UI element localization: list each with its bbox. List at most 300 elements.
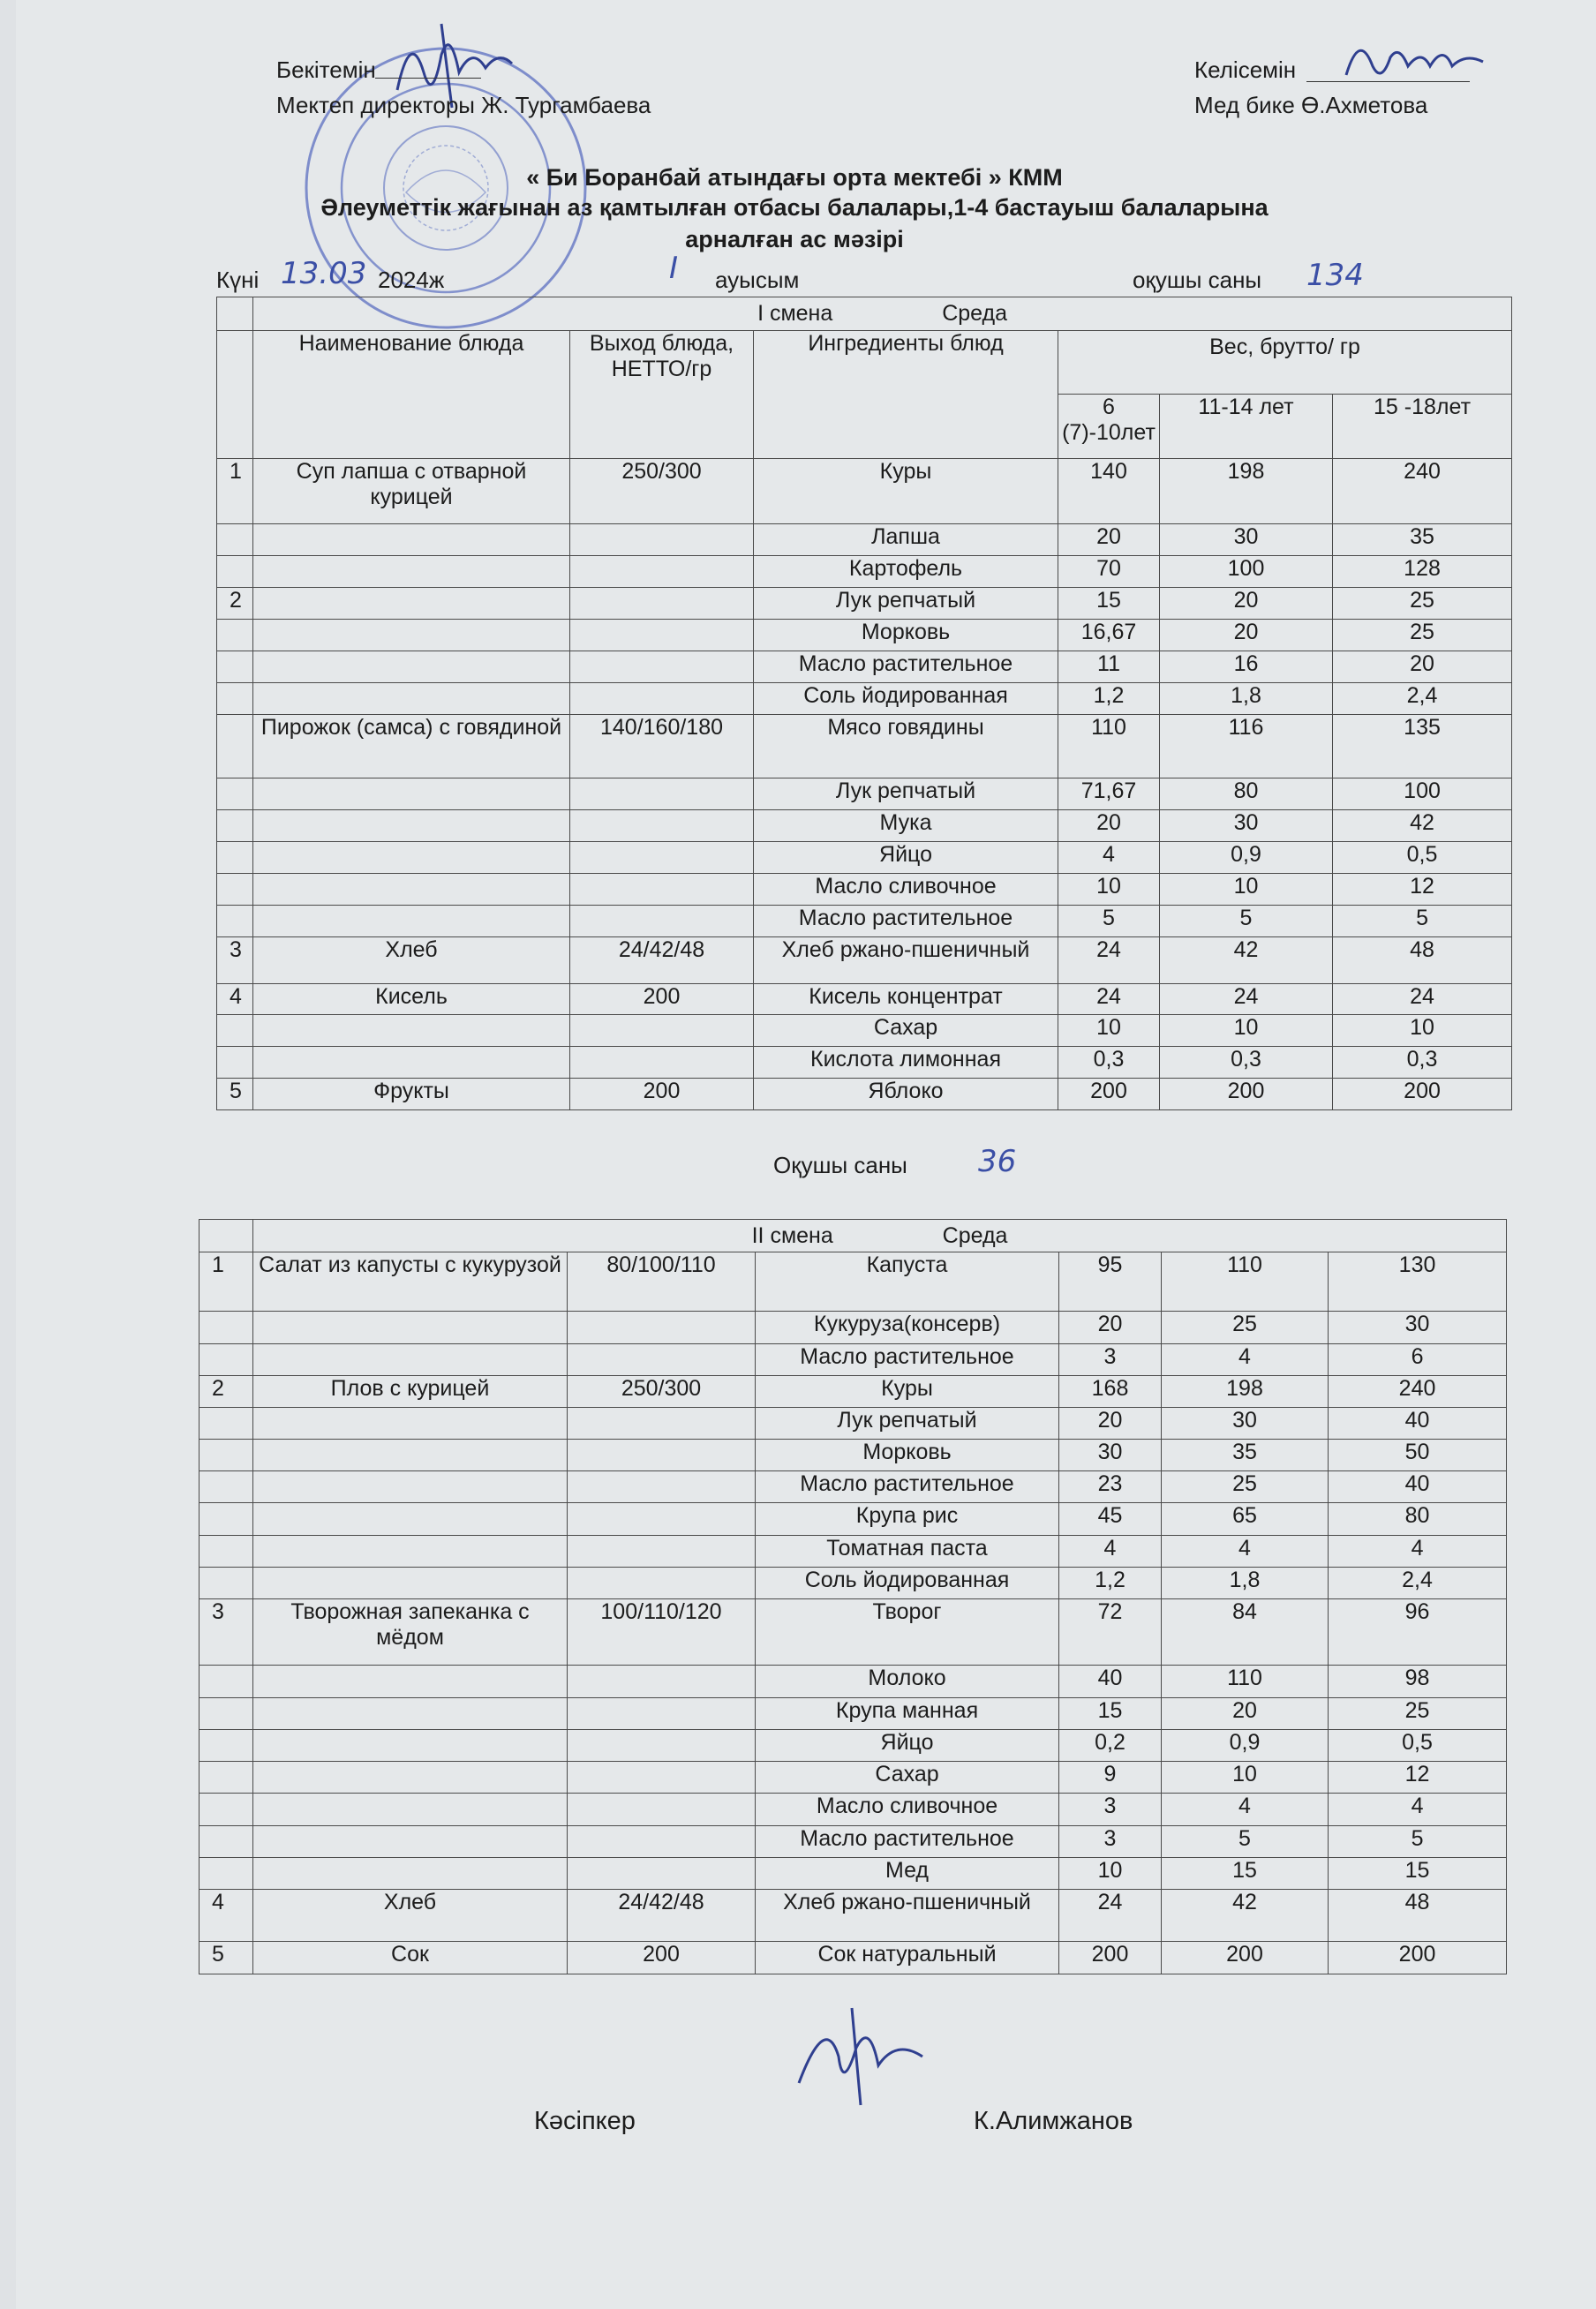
dish-name: Хлеб: [253, 937, 570, 984]
weight-age-6-10: 20: [1059, 1408, 1162, 1440]
ingredient-name: Сахар: [754, 1015, 1058, 1047]
weight-age-15-18: 2,4: [1333, 683, 1512, 715]
director-line: Мектеп директоры Ж. Тургамбаева: [276, 92, 651, 118]
weight-age-11-14: 5: [1160, 906, 1333, 937]
row-number: [217, 778, 253, 810]
row-number: [217, 874, 253, 906]
dish-name: Творожная запеканка с мёдом: [253, 1599, 568, 1666]
table1-header-corner: [217, 297, 253, 331]
ingredient-name: Масло растительное: [754, 651, 1058, 683]
weight-age-11-14: 24: [1160, 984, 1333, 1015]
table-row: [200, 1698, 1507, 1730]
ingredient-name: Морковь: [756, 1440, 1059, 1471]
nurse-line: Мед бике Ө.Ахметова: [1194, 92, 1428, 118]
students-value: 134: [1306, 258, 1364, 293]
row-number: [200, 1794, 253, 1826]
dish-output: [568, 1762, 756, 1794]
menu-table-shift2: [199, 1219, 1507, 1974]
weight-age-15-18: 240: [1333, 459, 1512, 524]
row-number: 2: [200, 1376, 253, 1408]
dish-output: 200: [568, 1942, 756, 1974]
ingredient-name: Капуста: [756, 1252, 1059, 1312]
table-row: [200, 1408, 1507, 1440]
ingredient-name: Масло растительное: [756, 1344, 1059, 1376]
ingredient-name: Масло сливочное: [754, 874, 1058, 906]
weight-age-6-10: 16,67: [1058, 620, 1160, 651]
row-number: 4: [217, 984, 253, 1015]
ingredient-name: Кисель концентрат: [754, 984, 1058, 1015]
col-age-1: 6 (7)-10лет: [1058, 395, 1160, 459]
row-number: [200, 1440, 253, 1471]
dish-output: [568, 1858, 756, 1890]
weight-age-15-18: 135: [1333, 715, 1512, 778]
weight-age-11-14: 30: [1160, 524, 1333, 556]
dish-name: [253, 683, 570, 715]
row-number: [200, 1730, 253, 1762]
weight-age-6-10: 24: [1058, 937, 1160, 984]
dish-name: [253, 778, 570, 810]
ingredient-name: Сахар: [756, 1762, 1059, 1794]
weight-age-6-10: 24: [1059, 1890, 1162, 1942]
dish-output: [570, 620, 754, 651]
row-number: [217, 810, 253, 842]
weight-age-11-14: 20: [1160, 588, 1333, 620]
weight-age-6-10: 15: [1059, 1698, 1162, 1730]
table-row: [200, 1794, 1507, 1826]
dish-output: [570, 778, 754, 810]
dish-output: [570, 588, 754, 620]
weight-age-11-14: 5: [1162, 1826, 1329, 1858]
weight-age-6-10: 1,2: [1058, 683, 1160, 715]
weight-age-15-18: 35: [1333, 524, 1512, 556]
ingredient-name: Творог: [756, 1599, 1059, 1666]
row-number: [200, 1408, 253, 1440]
dish-output: [568, 1440, 756, 1471]
ingredient-name: Кукуруза(консерв): [756, 1312, 1059, 1344]
ingredient-name: Хлеб ржано-пшеничный: [754, 937, 1058, 984]
dish-name: [253, 588, 570, 620]
school-title: « Би Боранбай атындағы орта мектебі » КММ: [526, 164, 1063, 191]
dish-name: [253, 906, 570, 937]
mid-students-value: 36: [978, 1144, 1017, 1179]
approve-label: Бекітемін: [276, 56, 376, 83]
table-row: [217, 459, 1512, 524]
weight-age-6-10: 5: [1058, 906, 1160, 937]
dish-output: [568, 1794, 756, 1826]
weight-age-11-14: 0,3: [1160, 1047, 1333, 1079]
weight-age-15-18: 12: [1329, 1762, 1507, 1794]
weight-age-15-18: 24: [1333, 984, 1512, 1015]
weight-age-6-10: 168: [1059, 1376, 1162, 1408]
agree-label: Келісемін: [1194, 56, 1297, 83]
weight-age-11-14: 80: [1160, 778, 1333, 810]
weight-age-15-18: 12: [1333, 874, 1512, 906]
weight-age-15-18: 50: [1329, 1440, 1507, 1471]
weight-age-11-14: 10: [1160, 874, 1333, 906]
ingredient-name: Молоко: [756, 1666, 1059, 1698]
weight-age-6-10: 4: [1059, 1536, 1162, 1568]
col-output: Выход блюда, НЕТТО/гр: [570, 331, 754, 459]
row-number: 3: [217, 937, 253, 984]
dish-name: [253, 1666, 568, 1698]
table-row: [217, 556, 1512, 588]
weight-age-15-18: 0,5: [1329, 1730, 1507, 1762]
table-row: [217, 984, 1512, 1015]
dish-output: [570, 651, 754, 683]
dish-output: [568, 1312, 756, 1344]
row-number: [200, 1762, 253, 1794]
dish-name: [253, 556, 570, 588]
dish-name: [253, 1698, 568, 1730]
weight-age-6-10: 3: [1059, 1344, 1162, 1376]
weight-age-15-18: 96: [1329, 1599, 1507, 1666]
day-value: 13.03: [281, 256, 367, 291]
dish-output: [570, 874, 754, 906]
weight-age-11-14: 20: [1162, 1698, 1329, 1730]
ingredient-name: Мед: [756, 1858, 1059, 1890]
dish-output: 140/160/180: [570, 715, 754, 778]
ingredient-name: Мука: [754, 810, 1058, 842]
table-row: [200, 1826, 1507, 1858]
weight-age-15-18: 5: [1333, 906, 1512, 937]
table-row: [200, 1440, 1507, 1471]
table-row: [200, 1503, 1507, 1536]
weight-age-15-18: 40: [1329, 1471, 1507, 1503]
dish-name: [253, 1312, 568, 1344]
weight-age-15-18: 25: [1329, 1698, 1507, 1730]
dish-name: [253, 1858, 568, 1890]
weight-age-15-18: 10: [1333, 1015, 1512, 1047]
weight-age-15-18: 2,4: [1329, 1568, 1507, 1599]
dish-output: [568, 1730, 756, 1762]
weight-age-11-14: 1,8: [1160, 683, 1333, 715]
weight-age-15-18: 25: [1333, 620, 1512, 651]
weight-age-11-14: 100: [1160, 556, 1333, 588]
table-row: [217, 778, 1512, 810]
dish-name: [253, 842, 570, 874]
weight-age-6-10: 20: [1058, 524, 1160, 556]
weight-age-11-14: 84: [1162, 1599, 1329, 1666]
weight-age-6-10: 70: [1058, 556, 1160, 588]
weight-age-6-10: 40: [1059, 1666, 1162, 1698]
mid-students-label: Оқушы саны: [773, 1152, 907, 1178]
weight-age-15-18: 100: [1333, 778, 1512, 810]
dish-output: [570, 524, 754, 556]
row-number: [217, 1015, 253, 1047]
table-row: [217, 588, 1512, 620]
row-number: [200, 1568, 253, 1599]
weight-age-15-18: 6: [1329, 1344, 1507, 1376]
dish-name: [253, 1762, 568, 1794]
menu-title-line3: арналған ас мәзірі: [685, 226, 904, 252]
weight-age-11-14: 4: [1162, 1536, 1329, 1568]
weight-age-6-10: 4: [1058, 842, 1160, 874]
table2-day: Среда: [942, 1222, 1008, 1248]
table-row: [200, 1471, 1507, 1503]
weight-age-11-14: 35: [1162, 1440, 1329, 1471]
dish-name: [253, 1344, 568, 1376]
weight-age-15-18: 5: [1329, 1826, 1507, 1858]
table1-shift: I смена: [757, 301, 833, 326]
dish-name: [253, 810, 570, 842]
row-number: [200, 1698, 253, 1730]
row-number: [200, 1344, 253, 1376]
row-number: 2: [217, 588, 253, 620]
ingredient-name: Куры: [754, 459, 1058, 524]
weight-age-6-10: 72: [1059, 1599, 1162, 1666]
row-number: [217, 715, 253, 778]
col-dish-name: Наименование блюда: [253, 331, 570, 459]
dish-output: [568, 1568, 756, 1599]
weight-age-15-18: 200: [1329, 1942, 1507, 1974]
weight-age-15-18: 4: [1329, 1794, 1507, 1826]
dish-name: [253, 1730, 568, 1762]
table-row: [217, 1015, 1512, 1047]
approve-signature-line: [375, 78, 481, 79]
row-number: [217, 1047, 253, 1079]
table-row: [200, 1252, 1507, 1312]
dish-output: 250/300: [570, 459, 754, 524]
ingredient-name: Лапша: [754, 524, 1058, 556]
dish-output: 100/110/120: [568, 1599, 756, 1666]
table-row: [200, 1890, 1507, 1942]
dish-name: [253, 1536, 568, 1568]
weight-age-15-18: 20: [1333, 651, 1512, 683]
weight-age-6-10: 20: [1059, 1312, 1162, 1344]
ingredient-name: Масло растительное: [754, 906, 1058, 937]
dish-name: [253, 874, 570, 906]
weight-age-11-14: 15: [1162, 1858, 1329, 1890]
dish-name: [253, 1408, 568, 1440]
row-number: 1: [217, 459, 253, 524]
table-row: [217, 715, 1512, 778]
weight-age-6-10: 10: [1059, 1858, 1162, 1890]
weight-age-11-14: 30: [1160, 810, 1333, 842]
dish-name: [253, 651, 570, 683]
year-label: 2024ж: [378, 267, 445, 293]
entrepreneur-signature: [790, 2004, 940, 2110]
ingredient-name: Соль йодированная: [756, 1568, 1059, 1599]
row-number: [200, 1471, 253, 1503]
dish-name: Хлеб: [253, 1890, 568, 1942]
dish-output: 80/100/110: [568, 1252, 756, 1312]
weight-age-15-18: 4: [1329, 1536, 1507, 1568]
ingredient-name: Морковь: [754, 620, 1058, 651]
weight-age-11-14: 10: [1160, 1015, 1333, 1047]
row-number: [217, 683, 253, 715]
weight-age-6-10: 3: [1059, 1826, 1162, 1858]
row-number: [217, 620, 253, 651]
dish-name: [253, 620, 570, 651]
ingredient-name: Яйцо: [754, 842, 1058, 874]
row-number: [200, 1312, 253, 1344]
weight-age-11-14: 200: [1162, 1942, 1329, 1974]
weight-age-11-14: 200: [1160, 1079, 1333, 1110]
ingredient-name: Хлеб ржано-пшеничный: [756, 1890, 1059, 1942]
ingredient-name: Томатная паста: [756, 1536, 1059, 1568]
day-label: Күні: [216, 267, 260, 293]
weight-age-11-14: 116: [1160, 715, 1333, 778]
dish-name: [253, 1047, 570, 1079]
dish-name: [253, 1440, 568, 1471]
dish-output: 200: [570, 984, 754, 1015]
dish-name: [253, 1568, 568, 1599]
row-number: [200, 1503, 253, 1536]
ingredient-name: Крупа манная: [756, 1698, 1059, 1730]
ingredient-name: Масло сливочное: [756, 1794, 1059, 1826]
shift-value: I: [669, 251, 679, 286]
table-row: [200, 1666, 1507, 1698]
weight-age-11-14: 4: [1162, 1794, 1329, 1826]
table-row: [217, 651, 1512, 683]
table2-shift: II смена: [751, 1222, 833, 1248]
table-row: [200, 1858, 1507, 1890]
row-number: [200, 1826, 253, 1858]
dish-output: [570, 810, 754, 842]
weight-age-6-10: 200: [1059, 1942, 1162, 1974]
row-number: [200, 1858, 253, 1890]
table-row: [217, 937, 1512, 984]
table-row: [217, 810, 1512, 842]
dish-name: Фрукты: [253, 1079, 570, 1110]
dish-name: [253, 1015, 570, 1047]
footer-entrepreneur-label: Кәсіпкер: [534, 2107, 636, 2135]
row-number: [217, 524, 253, 556]
dish-name: [253, 1503, 568, 1536]
weight-age-6-10: 10: [1058, 1015, 1160, 1047]
weight-age-15-18: 0,3: [1333, 1047, 1512, 1079]
row-number: [217, 556, 253, 588]
ingredient-name: Сок натуральный: [756, 1942, 1059, 1974]
dish-name: [253, 1794, 568, 1826]
dish-name: Салат из капусты с кукурузой: [253, 1252, 568, 1312]
dish-name: Суп лапша с отварной курицей: [253, 459, 570, 524]
dish-output: 24/42/48: [568, 1890, 756, 1942]
weight-age-6-10: 24: [1058, 984, 1160, 1015]
table-row: [200, 1344, 1507, 1376]
row-number: [217, 906, 253, 937]
row-number: 1: [200, 1252, 253, 1312]
weight-age-15-18: 15: [1329, 1858, 1507, 1890]
weight-age-6-10: 71,67: [1058, 778, 1160, 810]
dish-output: [570, 683, 754, 715]
menu-title-line2: Әлеуметтік жағынан аз қамтылған отбасы балалары,1-4 бастауыш балаларына: [320, 194, 1269, 221]
weight-age-11-14: 30: [1162, 1408, 1329, 1440]
weight-age-6-10: 1,2: [1059, 1568, 1162, 1599]
weight-age-6-10: 10: [1058, 874, 1160, 906]
row-number: [217, 842, 253, 874]
weight-age-11-14: 1,8: [1162, 1568, 1329, 1599]
weight-age-11-14: 20: [1160, 620, 1333, 651]
ingredient-name: Яблоко: [754, 1079, 1058, 1110]
table-row: [217, 874, 1512, 906]
weight-age-15-18: 48: [1333, 937, 1512, 984]
dish-name: Сок: [253, 1942, 568, 1974]
weight-age-11-14: 0,9: [1160, 842, 1333, 874]
dish-output: 200: [570, 1079, 754, 1110]
row-number: 3: [200, 1599, 253, 1666]
weight-age-6-10: 110: [1058, 715, 1160, 778]
weight-age-15-18: 25: [1333, 588, 1512, 620]
table-row: [200, 1730, 1507, 1762]
dish-name: [253, 1826, 568, 1858]
weight-age-6-10: 3: [1059, 1794, 1162, 1826]
weight-age-15-18: 42: [1333, 810, 1512, 842]
ingredient-name: Лук репчатый: [754, 588, 1058, 620]
row-number: [217, 651, 253, 683]
table-row: [200, 1568, 1507, 1599]
ingredient-name: Масло растительное: [756, 1471, 1059, 1503]
weight-age-15-18: 200: [1333, 1079, 1512, 1110]
agree-signature-line: [1306, 81, 1470, 82]
ingredient-name: Соль йодированная: [754, 683, 1058, 715]
weight-age-15-18: 240: [1329, 1376, 1507, 1408]
dish-output: [568, 1408, 756, 1440]
row-number: 4: [200, 1890, 253, 1942]
weight-age-11-14: 198: [1162, 1376, 1329, 1408]
ingredient-name: Крупа рис: [756, 1503, 1059, 1536]
ingredient-name: Картофель: [754, 556, 1058, 588]
weight-age-6-10: 0,2: [1059, 1730, 1162, 1762]
dish-output: [568, 1471, 756, 1503]
weight-age-6-10: 20: [1058, 810, 1160, 842]
ingredient-name: Кислота лимонная: [754, 1047, 1058, 1079]
dish-output: [568, 1536, 756, 1568]
table-row: [217, 683, 1512, 715]
dish-output: [568, 1666, 756, 1698]
weight-age-11-14: 0,9: [1162, 1730, 1329, 1762]
dish-output: [570, 842, 754, 874]
dish-output: [570, 1015, 754, 1047]
weight-age-11-14: 198: [1160, 459, 1333, 524]
weight-age-11-14: 65: [1162, 1503, 1329, 1536]
ingredient-name: Лук репчатый: [756, 1408, 1059, 1440]
dish-output: [568, 1698, 756, 1730]
table-row: [200, 1942, 1507, 1974]
dish-output: 24/42/48: [570, 937, 754, 984]
weight-age-6-10: 30: [1059, 1440, 1162, 1471]
ingredient-name: Лук репчатый: [754, 778, 1058, 810]
weight-age-6-10: 140: [1058, 459, 1160, 524]
dish-output: [568, 1503, 756, 1536]
row-number: 5: [217, 1079, 253, 1110]
weight-age-6-10: 0,3: [1058, 1047, 1160, 1079]
weight-age-6-10: 23: [1059, 1471, 1162, 1503]
weight-age-6-10: 45: [1059, 1503, 1162, 1536]
ingredient-name: Масло растительное: [756, 1826, 1059, 1858]
col-weight: Вес, брутто/ гр: [1058, 331, 1512, 395]
col-age-2: 11-14 лет: [1160, 395, 1333, 459]
weight-age-6-10: 9: [1059, 1762, 1162, 1794]
weight-age-11-14: 25: [1162, 1312, 1329, 1344]
table-row: [200, 1762, 1507, 1794]
weight-age-6-10: 95: [1059, 1252, 1162, 1312]
table1-shift-row: [253, 297, 1512, 331]
table-row: [217, 1047, 1512, 1079]
weight-age-15-18: 128: [1333, 556, 1512, 588]
dish-output: [570, 906, 754, 937]
table-row: [200, 1536, 1507, 1568]
ingredient-name: Яйцо: [756, 1730, 1059, 1762]
col-age-3: 15 -18лет: [1333, 395, 1512, 459]
col-ingredients: Ингредиенты блюд: [754, 331, 1058, 459]
dish-output: 250/300: [568, 1376, 756, 1408]
weight-age-6-10: 15: [1058, 588, 1160, 620]
dish-output: [568, 1826, 756, 1858]
weight-age-11-14: 110: [1162, 1666, 1329, 1698]
weight-age-11-14: 4: [1162, 1344, 1329, 1376]
weight-age-11-14: 42: [1162, 1890, 1329, 1942]
